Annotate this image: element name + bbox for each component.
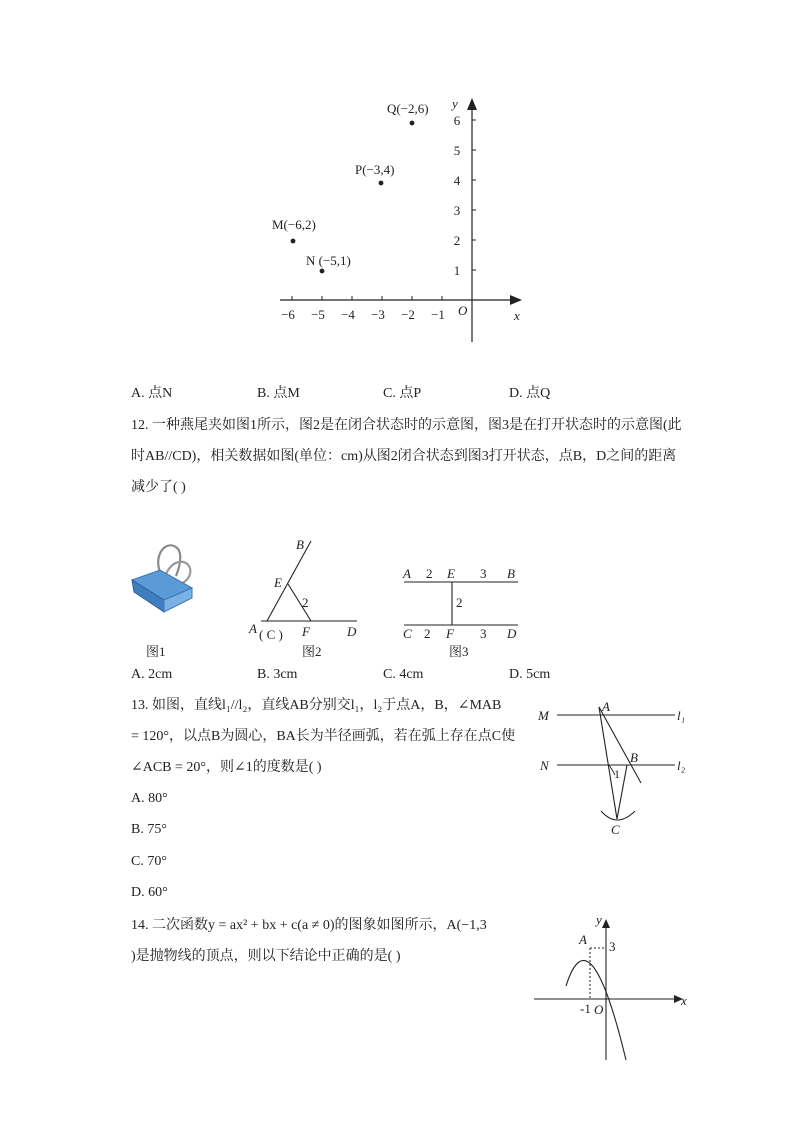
fig3-label-b: B xyxy=(507,566,515,581)
fig3-label-f: F xyxy=(446,626,454,641)
fig14-label-y: y xyxy=(596,912,602,927)
fig14-label-a: A xyxy=(579,932,587,947)
y-tick-label: 1 xyxy=(453,263,461,278)
q12-option-a[interactable]: A. 2cm xyxy=(131,667,173,682)
q14-parabola-figure xyxy=(528,910,698,1065)
fig3-label-a: A xyxy=(403,566,411,581)
q13-option-b[interactable]: B. 75° xyxy=(131,822,167,837)
q12-stem-line-2: 时AB//CD)，相关数据如图(单位：cm)从图2闭合状态到图3打开状态，点B，D之间的距离 xyxy=(131,449,677,464)
x-tick-label: −1 xyxy=(431,307,445,322)
caption-figure-2: 图2 xyxy=(302,644,322,659)
point-n-label: N (−5,1) xyxy=(306,253,351,268)
fig2-label-d: D xyxy=(347,624,357,639)
q14-stem-line-2: )是抛物线的顶点，则以下结论中正确的是( ) xyxy=(131,949,401,964)
fig3-label-c: C xyxy=(403,626,412,641)
x-tick-label: −6 xyxy=(281,307,295,322)
fig2-label-b: B xyxy=(296,537,304,552)
q11-option-a[interactable]: A. 点N xyxy=(131,386,173,401)
q12-option-d[interactable]: D. 5cm xyxy=(509,667,551,682)
fig14-label-o: O xyxy=(594,1002,604,1017)
fig3-label-e: E xyxy=(447,566,455,581)
fig13-label-l1: l₁ xyxy=(677,708,686,723)
fig3-number: 2 xyxy=(426,566,433,581)
fig2-label-e: E xyxy=(274,575,282,590)
binder-clip-illustration xyxy=(130,540,200,615)
x-axis-arrow xyxy=(510,295,522,305)
fig2-label-f: F xyxy=(302,624,310,639)
y-tick-label: 6 xyxy=(453,113,461,128)
x-tick-label: −4 xyxy=(341,307,355,322)
fig13-label-c: C xyxy=(611,822,620,837)
fig13-angle-1: 1 xyxy=(614,767,620,781)
fig14-label-3: 3 xyxy=(609,939,616,954)
coordinate-figure xyxy=(270,90,540,350)
q13-stem-line-2: = 120°，以点B为圆心，BA长为半径画弧，若在弧上存在点C使 xyxy=(131,729,516,744)
point-n xyxy=(320,269,325,274)
caption-figure-3: 图3 xyxy=(449,644,469,659)
origin-label: O xyxy=(458,303,468,318)
q13-option-c[interactable]: C. 70° xyxy=(131,854,167,869)
fig13-label-b: B xyxy=(630,750,638,765)
fig13-label-l2: l₂ xyxy=(677,758,686,773)
q12-stem-line-3: 减少了( ) xyxy=(131,480,186,495)
q13-option-a[interactable]: A. 80° xyxy=(131,791,168,806)
fig13-label-m: M xyxy=(538,708,549,723)
fig2-label-c: ( C ) xyxy=(259,627,283,642)
q13-figure xyxy=(535,695,700,840)
x-axis-label: x xyxy=(514,308,520,323)
fig14-label-x: x xyxy=(681,993,687,1008)
q11-option-b[interactable]: B. 点M xyxy=(257,386,300,401)
fig3-number: 3 xyxy=(480,566,487,581)
q12-figure-3 xyxy=(400,562,525,642)
point-m xyxy=(291,239,296,244)
q12-stem-line-1: 12. 一种燕尾夹如图1所示，图2是在闭合状态时的示意图，图3是在打开状态时的示意图(此 xyxy=(131,418,682,433)
y-ticks xyxy=(472,120,476,270)
fig2-length: 2 xyxy=(302,595,309,610)
x-tick-label: −3 xyxy=(371,307,385,322)
q11-option-c[interactable]: C. 点P xyxy=(383,386,422,401)
fig13-label-a: A xyxy=(602,699,610,714)
q12-option-b[interactable]: B. 3cm xyxy=(257,667,298,682)
y-tick-label: 4 xyxy=(453,173,461,188)
fig3-number: 3 xyxy=(480,626,487,641)
fig14-label-neg1: -1 xyxy=(580,1001,591,1016)
y-axis-label: y xyxy=(452,96,458,111)
point-p xyxy=(379,181,384,186)
point-m-label: M(−6,2) xyxy=(272,217,316,232)
q13-option-d[interactable]: D. 60° xyxy=(131,885,168,900)
fig3-number: 2 xyxy=(424,626,431,641)
y-tick-label: 3 xyxy=(453,203,461,218)
q12-figure-2 xyxy=(245,535,365,642)
point-p-label: P(−3,4) xyxy=(355,162,395,177)
fig3-number: 2 xyxy=(456,595,463,610)
caption-figure-1: 图1 xyxy=(146,644,166,659)
q13-stem-line-3: ∠ACB = 20°，则∠1的度数是( ) xyxy=(131,760,322,775)
point-q xyxy=(410,121,415,126)
point-q-label: Q(−2,6) xyxy=(387,101,429,116)
q11-option-d[interactable]: D. 点Q xyxy=(509,386,551,401)
y-axis-arrow xyxy=(467,98,477,110)
fig3-label-d: D xyxy=(507,626,517,641)
q13-stem-line-1: 13. 如图，直线l₁//l₂，直线AB分别交l₁，l₂于点A，B，∠MAB xyxy=(131,698,502,713)
y-tick-label: 2 xyxy=(453,233,461,248)
q14-stem-line-1: 14. 二次函数y = ax² + bx + c(a ≠ 0)的图象如图所示，A(−1,3 xyxy=(131,918,487,933)
x-tick-label: −5 xyxy=(311,307,325,322)
q12-option-c[interactable]: C. 4cm xyxy=(383,667,424,682)
y-tick-label: 5 xyxy=(453,143,461,158)
x-tick-label: −2 xyxy=(401,307,415,322)
fig2-label-a: A xyxy=(249,621,257,636)
fig13-label-n: N xyxy=(540,758,549,773)
